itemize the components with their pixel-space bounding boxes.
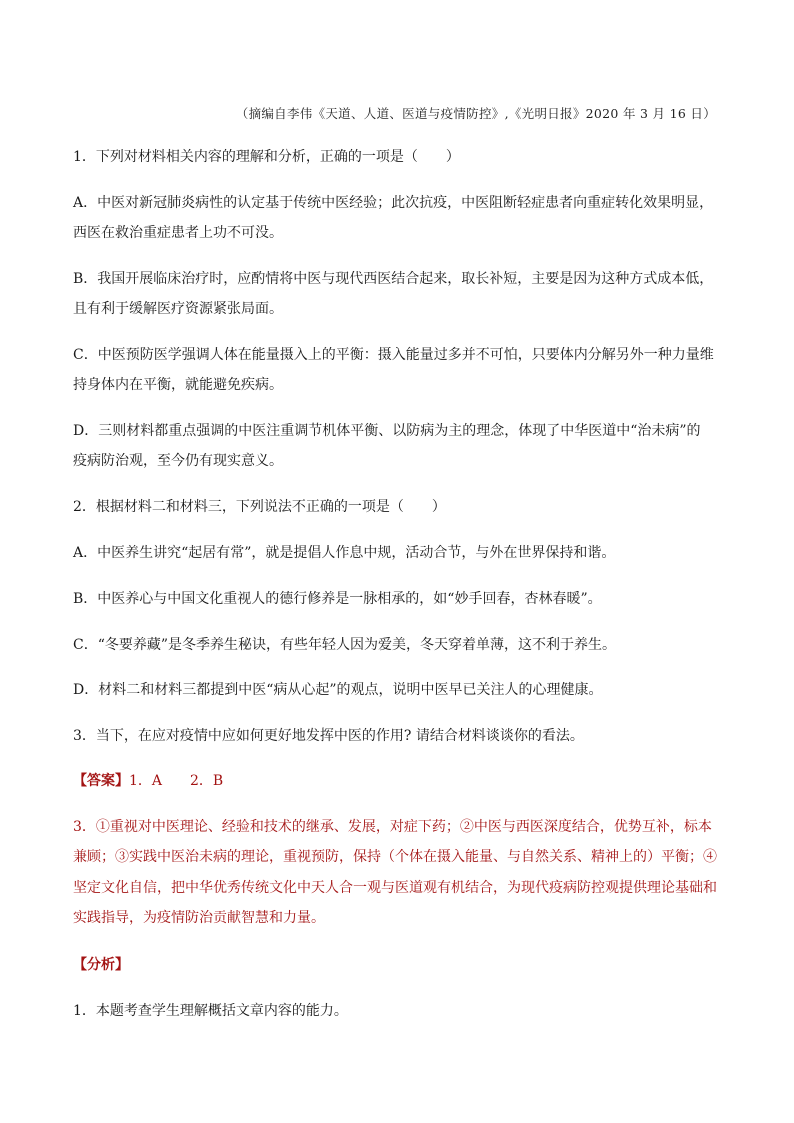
question-2-stem: 2．根据材料二和材料三，下列说法不正确的一项是（ ） [73, 499, 446, 515]
answer-q3-line-3: 坚定文化自信，把中华优秀传统文化中天人合一观与医道观有机结合，为现代疫病防控观提供理论基础和 [73, 880, 717, 896]
answer-choices: 1．A 2．B [129, 773, 224, 789]
analysis-tag: 【分析】 [73, 957, 129, 973]
question-2-option-a: A．中医养生讲究“起居有常”，就是提倡人作息中规，活动合节，与外在世界保持和谐。 [73, 545, 616, 561]
analysis-heading [73, 950, 723, 980]
question-1-option-c-line-1: C．中医预防医学强调人体在能量摄入上的平衡：摄入能量过多并不可怕，只要体内分解另外一种力量维 [73, 347, 714, 363]
source-citation: （摘编自李伟《天道、人道、医道与疫情防控》,《光明日报》2020 年 3 月 16 日） [235, 106, 716, 121]
question-1-option-a-line-1: A．中医对新冠肺炎病性的认定基于传统中医经验；此次抗疫，中医阻断轻症患者向重症转化效果明显， [73, 195, 714, 211]
question-1-option-b-line-2: 且有利于缓解医疗资源紧张局面。 [73, 301, 283, 317]
question-2-option-d: D．材料二和材料三都提到中医“病从心起”的观点，说明中医早已关注人的心理健康。 [73, 682, 603, 698]
question-1-option-b-line-1: B．我国开展临床治疗时，应酌情将中医与现代西医结合起来，取长补短，主要是因为这种方式成本低， [73, 271, 714, 287]
question-1-stem: 1．下列对材料相关内容的理解和分析，正确的一项是（ ） [73, 149, 460, 165]
question-1-option-c-line-2: 持身体内在平衡，就能避免疾病。 [73, 377, 283, 393]
question-2-option-b: B．中医养心与中国文化重视人的德行修养是一脉相承的，如“妙手回春，杏林春暖”。 [73, 591, 602, 607]
question-1-option-d-line-2: 疫病防治观，至今仍有现实意义。 [73, 453, 283, 469]
answer-q3-line-2: 兼顾；③实践中医治未病的理论，重视预防，保持（个体在摄入能量、与自然关系、精神上的）平衡；④ [73, 849, 717, 865]
analysis-item-1: 1．本题考查学生理解概括文章内容的能力。 [73, 1003, 348, 1019]
question-1-option-a-line-2: 西医在救治重症患者上功不可没。 [73, 225, 283, 241]
answer-q3-line-1: 3．①重视对中医理论、经验和技术的继承、发展，对症下药；②中医与西医深度结合，优势互补，标本 [73, 819, 712, 835]
answer-line [73, 766, 723, 796]
question-1-option-d-line-1: D．三则材料都重点强调的中医注重调节机体平衡、以防病为主的理念，体现了中华医道中“治未病”的 [73, 423, 701, 439]
question-3-stem: 3．当下，在应对疫情中应如何更好地发挥中医的作用? 请结合材料谈谈你的看法。 [73, 728, 584, 744]
answer-q3-line-4: 实践指导，为疫情防治贡献智慧和力量。 [73, 910, 325, 926]
question-2-option-c: C．“冬要养藏”是冬季养生秘诀，有些年轻人因为爱美，冬天穿着单薄，这不利于养生。 [73, 637, 617, 653]
answer-tag: 【答案】 [73, 773, 129, 789]
